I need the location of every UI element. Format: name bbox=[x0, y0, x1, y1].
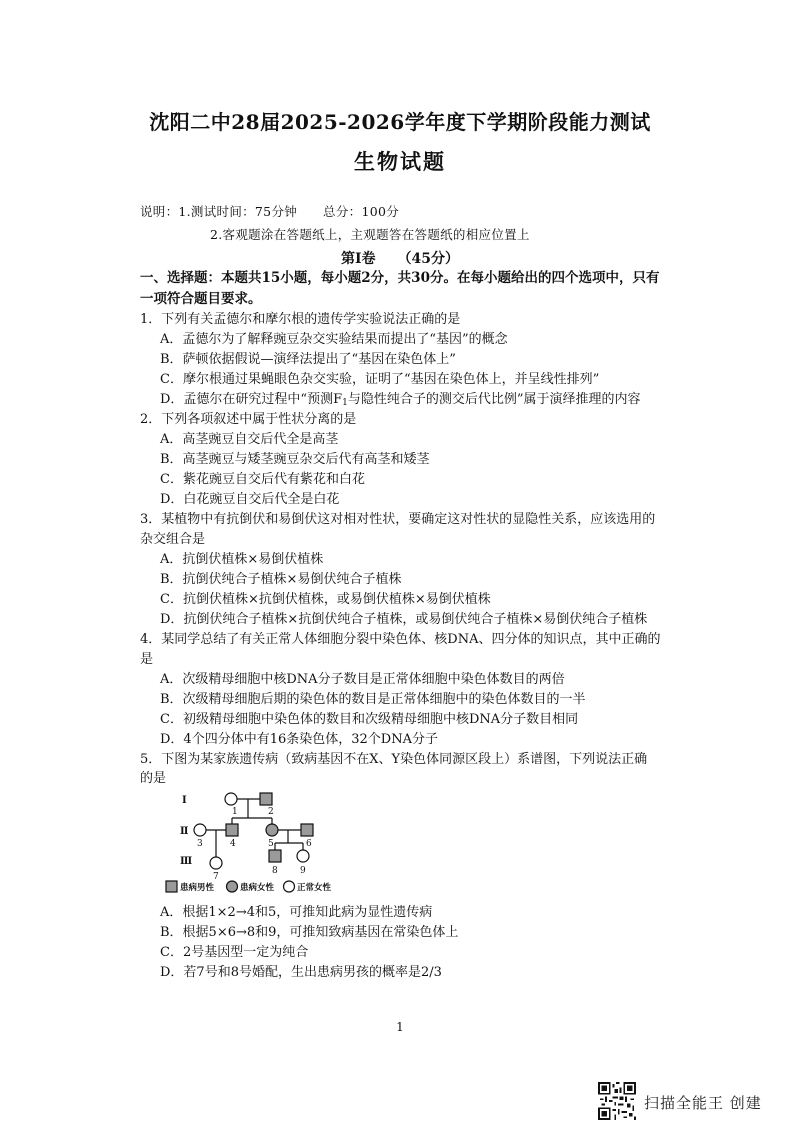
question-1-option-b: B．萨顿依据假说—演绎法提出了“基因在染色体上” bbox=[160, 352, 456, 367]
subscript: 1 bbox=[342, 398, 348, 408]
question-5-stem-line-2: 的是 bbox=[140, 771, 167, 786]
section-instructions-line-1: 一、选择题：本题共15小题，每小题2分，共30分。在每小题给出的四个选项中，只有 bbox=[140, 270, 660, 286]
legend-affected-female-symbol bbox=[227, 881, 238, 892]
individual-number-8: 8 bbox=[272, 866, 278, 876]
question-5-option-a: A．根据1×2→4和5，可推知此病为显性遗传病 bbox=[160, 905, 433, 920]
part-score: （45分） bbox=[397, 251, 460, 267]
section-instructions bbox=[140, 268, 670, 310]
individual-number-2: 2 bbox=[268, 807, 274, 817]
scanner-watermark bbox=[598, 1080, 788, 1124]
legend-normal-female-symbol bbox=[284, 881, 295, 892]
question-2-option-c: C．紫花豌豆自交后代有紫花和白花 bbox=[160, 472, 365, 487]
question-3-stem-line-2: 杂交组合是 bbox=[140, 532, 206, 547]
individual-6-affected-male bbox=[301, 824, 313, 836]
question-4-stem-line-2: 是 bbox=[140, 652, 154, 667]
individual-number-4: 4 bbox=[230, 839, 236, 849]
question-5-stem-line-1: 5．下图为某家族遗传病（致病基因不在X、Y染色体同源区段上）系谱图，下列说法正确 bbox=[140, 752, 648, 767]
pedigree-diagram bbox=[160, 780, 380, 898]
question-4-option-c: C．初级精母细胞中染色体的数目和次级精母细胞中核DNA分子数目相同 bbox=[160, 712, 579, 727]
exam-subtitle: 生物试题 bbox=[354, 149, 446, 174]
individual-number-6: 6 bbox=[306, 839, 312, 849]
individual-number-3: 3 bbox=[197, 839, 203, 849]
question-4-option-a: A．次级精母细胞中核DNA分子数目是正常体细胞中染色体数目的两倍 bbox=[160, 672, 565, 687]
question-4-option-b: B．次级精母细胞后期的染色体的数目是正常体细胞中的染色体数目的一半 bbox=[160, 692, 586, 707]
individual-5-affected-female bbox=[266, 824, 278, 836]
question-5-option-b: B．根据5×6→8和9，可推知致病基因在常染色体上 bbox=[160, 925, 459, 940]
individual-9-normal-female bbox=[297, 850, 309, 862]
question-1-option-a: A．孟德尔为了解释豌豆杂交实验结果而提出了“基因”的概念 bbox=[160, 332, 508, 347]
question-1-option-c: C．摩尔根通过果蝇眼色杂交实验，证明了“基因在染色体上，并呈线性排列” bbox=[160, 372, 600, 387]
question-2-option-d: D．白花豌豆自交后代全是白花 bbox=[160, 492, 340, 507]
section-instructions-line-2: 一项符合题目要求。 bbox=[140, 291, 262, 307]
generation-label-1: Ⅰ bbox=[182, 795, 187, 806]
individual-7-normal-female bbox=[210, 857, 222, 869]
question-3-option-d: D．抗倒伏纯合子植株×抗倒伏纯合子植株，或易倒伏纯合子植株×易倒伏纯合子植株 bbox=[160, 612, 648, 627]
legend-affected-male-label: 患病男性 bbox=[180, 883, 215, 893]
question-5-option-c: C．2号基因型一定为纯合 bbox=[160, 945, 309, 960]
question-3-option-a: A．抗倒伏植株×易倒伏植株 bbox=[160, 552, 324, 567]
individual-1-normal-female bbox=[225, 793, 237, 805]
instructions-line-2: 2.客观题涂在答题纸上，主观题答在答题纸的相应位置上 bbox=[210, 227, 530, 242]
legend-affected-female-label: 患病女性 bbox=[240, 883, 275, 893]
total-score: 总分：100分 bbox=[323, 204, 400, 219]
question-1-stem: 1．下列有关孟德尔和摩尔根的遗传学实验说法正确的是 bbox=[140, 312, 461, 327]
question-2-option-a: A．高茎豌豆自交后代全是高茎 bbox=[160, 432, 339, 447]
legend-normal-female-label: 正常女性 bbox=[297, 883, 332, 893]
question-2-option-b: B．高茎豌豆与矮茎豌豆杂交后代有高茎和矮茎 bbox=[160, 452, 430, 467]
individual-number-7: 7 bbox=[213, 872, 219, 882]
individual-8-affected-male bbox=[269, 850, 281, 862]
instructions-line-1 bbox=[140, 202, 399, 220]
question-2-stem: 2．下列各项叙述中属于性状分离的是 bbox=[140, 412, 357, 427]
exam-title: 沈阳二中28届2025-2026学年度下学期阶段能力测试 bbox=[149, 110, 651, 134]
legend-affected-male-symbol bbox=[166, 881, 177, 892]
question-3-option-c: C．抗倒伏植株×抗倒伏植株，或易倒伏植株×易倒伏植株 bbox=[160, 592, 491, 607]
question-4-stem-line-1: 4．某同学总结了有关正常人体细胞分裂中染色体、核DNA、四分体的知识点，其中正确的 bbox=[140, 632, 661, 647]
question-5-option-d: D．若7号和8号婚配，生出患病男孩的概率是2/3 bbox=[160, 965, 442, 980]
individual-2-affected-male bbox=[260, 793, 272, 805]
individual-4-affected-male bbox=[226, 824, 238, 836]
option-d-text-start: D．孟德尔在研究过程中“预测F bbox=[160, 392, 343, 407]
part-title: 第Ⅰ卷 bbox=[340, 251, 376, 267]
test-duration: 1.测试时间：75分钟 bbox=[178, 204, 298, 219]
generation-label-2: Ⅱ bbox=[180, 826, 189, 837]
part-heading bbox=[0, 248, 800, 268]
question-1-option-d bbox=[160, 391, 640, 412]
generation-label-3: Ⅲ bbox=[180, 856, 193, 867]
question-3-stem-line-1: 3．某植物中有抗倒伏和易倒伏这对相对性状，要确定这对性状的显隐性关系，应该选用的 bbox=[140, 512, 656, 527]
individual-number-9: 9 bbox=[300, 866, 306, 876]
question-4-option-d: D．4个四分体中有16条染色体，32个DNA分子 bbox=[160, 732, 438, 747]
scanner-text: 扫描全能王 创建 bbox=[644, 1094, 762, 1112]
option-d-text-end: 与隐性纯合子的测交后代比例”属于演绎推理的内容 bbox=[347, 392, 641, 407]
page-number: 1 bbox=[396, 1020, 404, 1034]
instructions-prefix: 说明： bbox=[140, 204, 179, 219]
question-3-option-b: B．抗倒伏纯合子植株×易倒伏纯合子植株 bbox=[160, 572, 402, 587]
individual-3-normal-female bbox=[194, 824, 206, 836]
individual-number-5: 5 bbox=[268, 839, 274, 849]
individual-number-1: 1 bbox=[232, 807, 238, 817]
qr-code-icon bbox=[598, 1082, 636, 1120]
